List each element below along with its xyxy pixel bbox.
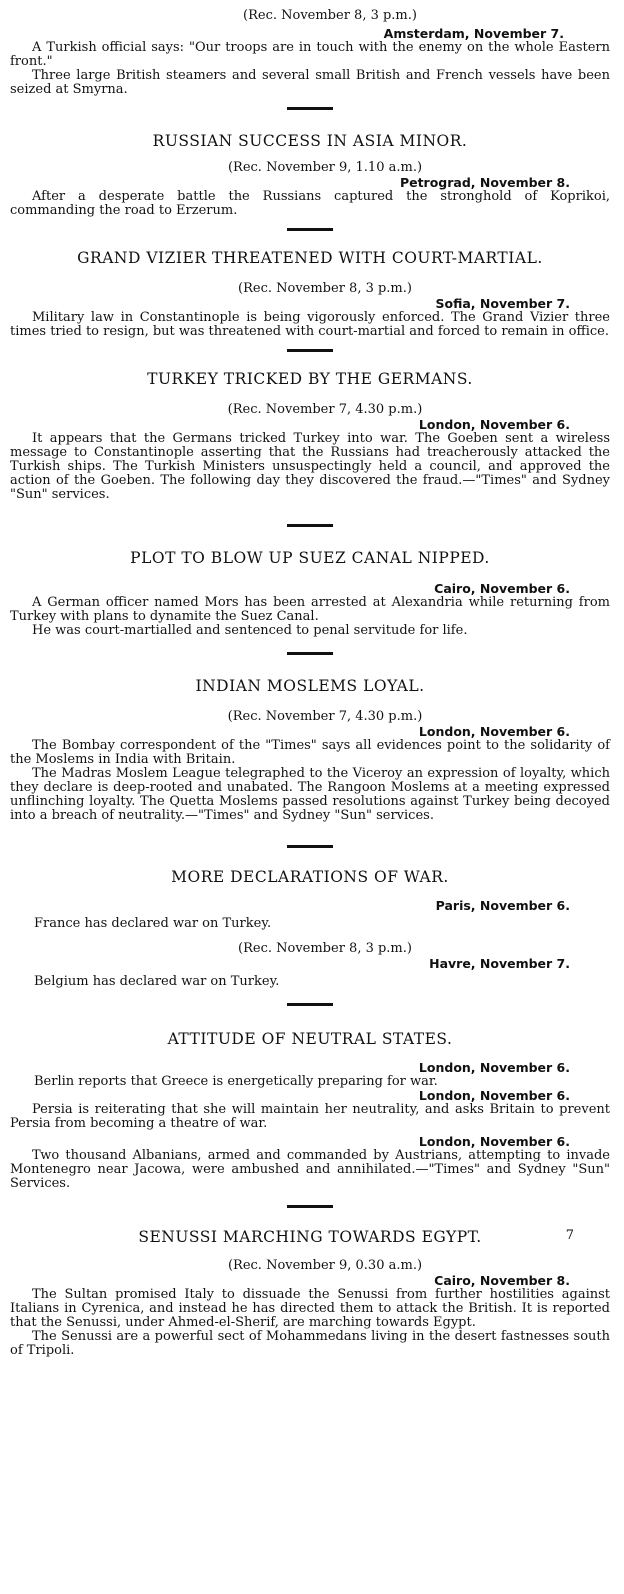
dateline: Sofia, November 7. [435,296,570,311]
article-heading: MORE DECLARATIONS OF WAR. [171,868,449,886]
article-paragraph: France has declared war on Turkey. [34,916,272,931]
received-line: (Rec. November 9, 0.30 a.m.) [227,1258,423,1273]
dateline: London, November 6. [418,417,570,432]
article-paragraph: After a desperate battle the Russians captured the stronghold of Koprikoi, commanding the road to Erzerum. [10,189,610,218]
article-paragraph: A Turkish official says: "Our troops are in touch with the enemy on the whole Eastern front." [10,40,610,69]
separator-rule [287,349,333,352]
separator-rule [287,1205,333,1208]
article-paragraph: Two thousand Albanians, armed and commanded by Austrians, attempting to invade Montenegro near Jacowa, were ambushed and annihilated.—"Times" and Sydney "Sun" Services. [10,1148,610,1191]
section-declarations-of-war [10,868,610,989]
received-line: (Rec. November 7, 4.30 p.m.) [227,709,423,724]
section-turkey-tricked [10,370,610,502]
section-indian-moslems [10,677,610,823]
article-heading: RUSSIAN SUCCESS IN ASIA MINOR. [152,132,468,150]
section-neutral-states [10,1030,610,1191]
dateline: Cairo, November 6. [434,581,570,596]
separator-rule [287,652,333,655]
article-heading: TURKEY TRICKED BY THE GERMANS. [147,370,473,388]
article-paragraph: The Sultan promised Italy to dissuade the Senussi from further hostilities against Italians in Cyrenica, and instead he has directed them to attack the British. It is reported that the Senussi, under Ahmed-el-Sherif, are marching towards Egypt. [10,1287,610,1330]
margin-number: 7 [565,1228,574,1243]
article-heading: INDIAN MOSLEMS LOYAL. [195,677,425,695]
separator-rule [287,107,333,110]
article-paragraph: Military law in Constantinople is being vigorously enforced. The Grand Vizier three times tried to resign, but was threatened with court-martial and forced to remain in office. [10,310,610,339]
article-heading: PLOT TO BLOW UP SUEZ CANAL NIPPED. [130,549,490,567]
dateline: London, November 6. [418,1134,570,1149]
article-paragraph: A German officer named Mors has been arrested at Alexandria while returning from Turkey with plans to dynamite the Suez Canal. [10,595,610,624]
dateline: Havre, November 7. [429,956,570,971]
dateline: Petrograd, November 8. [399,175,570,190]
article-paragraph: Belgium has declared war on Turkey. [34,974,280,989]
section-russian-success [10,132,610,218]
article-paragraph: Persia is reiterating that she will maintain her neutrality, and asks Britain to prevent Persia from becoming a theatre of war. [10,1102,610,1131]
article-paragraph: The Madras Moslem League telegraphed to the Viceroy an expression of loyalty, which they declare is deep-rooted and unabated. The Rangoon Moslems at a meeting expressed unflinching loyalty. The Quetta Moslems passed resolutions against Turkey being decoyed into a breach of neutrality.—"Times" and Sydney "Sun" services. [10,766,610,823]
article-heading: GRAND VIZIER THREATENED WITH COURT-MARTIAL. [77,249,543,267]
article-heading: SENUSSI MARCHING TOWARDS EGYPT. [138,1228,482,1246]
dateline: London, November 6. [418,1088,570,1103]
dateline: Amsterdam, November 7. [383,26,564,41]
article-paragraph: Three large British steamers and several small British and French vessels have been seized at Smyrna. [10,68,610,97]
section-turkish-front [10,8,610,97]
separator-rule [287,524,333,527]
section-suez-plot [10,549,610,638]
article-paragraph: He was court-martialled and sentenced to penal servitude for life. [32,623,468,638]
dateline: Cairo, November 8. [434,1273,570,1288]
article-paragraph: It appears that the Germans tricked Turkey into war. The Goeben sent a wireless message to Constantinople asserting that the Russians had treacherously attacked the Turkish ships. The Turkish Ministers unsuspectingly held a council, and approved the action of the Goeben. The following day they discovered the fraud.—"Times" and Sydney "Sun" services. [10,431,610,502]
received-line: (Rec. November 8, 3 p.m.) [238,941,412,956]
received-line: (Rec. November 8, 3 p.m.) [238,281,412,296]
section-grand-vizier [10,249,610,339]
received-line: (Rec. November 7, 4.30 p.m.) [227,402,423,417]
received-line: (Rec. November 9, 1.10 a.m.) [227,160,423,175]
section-senussi [10,1228,610,1358]
article-paragraph: Berlin reports that Greece is energetically preparing for war. [34,1074,438,1089]
article-heading: ATTITUDE OF NEUTRAL STATES. [167,1030,453,1048]
article-paragraph: The Bombay correspondent of the "Times" says all evidences point to the solidarity of the Moslems in India with Britain. [10,738,610,767]
separator-rule [287,845,333,848]
dateline: London, November 6. [418,1060,570,1075]
separator-rule [287,1003,333,1006]
received-line: (Rec. November 8, 3 p.m.) [243,8,417,23]
article-paragraph: The Senussi are a powerful sect of Mohammedans living in the desert fastnesses south of Tripoli. [10,1329,610,1358]
separator-rule [287,228,333,231]
dateline: London, November 6. [418,724,570,739]
dateline: Paris, November 6. [435,898,570,913]
